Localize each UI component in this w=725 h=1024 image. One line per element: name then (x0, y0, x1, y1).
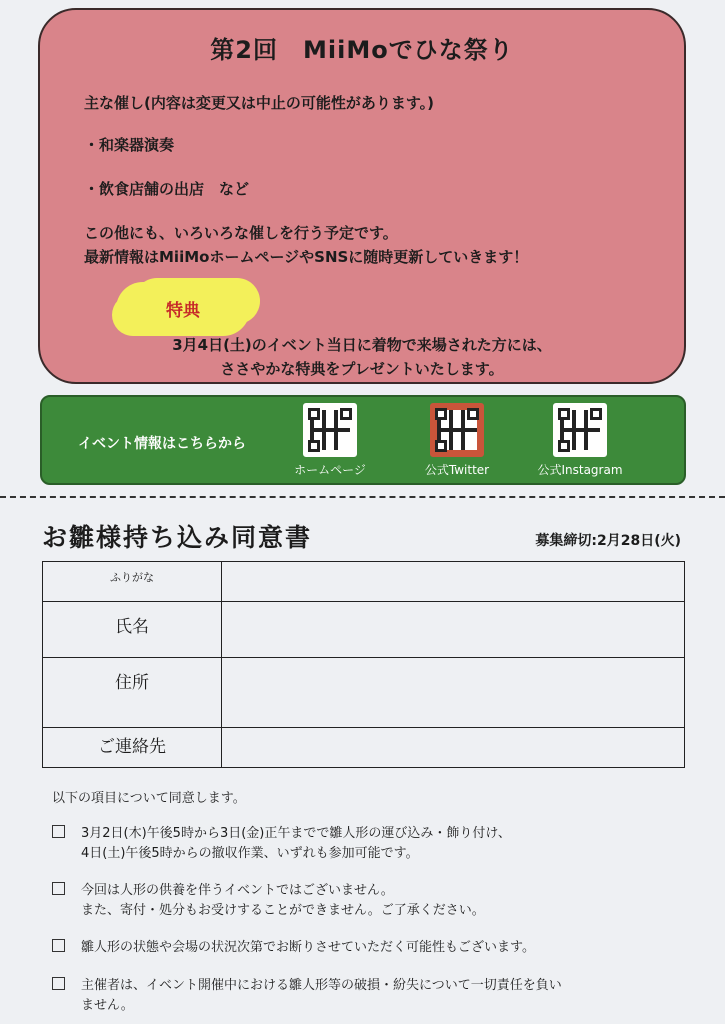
qr-label: 公式Twitter (424, 463, 490, 477)
qr-homepage[interactable] (270, 403, 390, 478)
agreement-item (52, 938, 535, 958)
info-bar-label: イベント情報はこちらから (78, 436, 246, 452)
latest-info-text: 最新情報はMiiMoホームページやSNSに随時更新していきます！ (84, 248, 529, 266)
agreement-checkbox[interactable] (52, 977, 65, 990)
event-item: ・和楽器演奏 (84, 136, 175, 154)
other-events-text: この他にも、いろいろな催しを行う予定です。 (84, 224, 398, 242)
qr-code-icon (553, 403, 607, 457)
agreement-text: 4日(土)午後5時からの撤収作業、いずれも参加可能です。 (81, 846, 419, 861)
deadline-text: 募集締切:2月28日(火) (535, 533, 681, 549)
cut-line-divider (0, 496, 725, 498)
event-info-bar (40, 395, 686, 485)
consent-form-table (42, 561, 685, 768)
agreement-text: また、寄付・処分もお受けすることができません。ご了承ください。 (81, 903, 485, 918)
agreement-item (52, 824, 511, 864)
bonus-text-line1: 3月4日(土)のイベント当日に着物で来場された方には、 (172, 336, 552, 354)
name-label: 氏名 (115, 617, 149, 637)
qr-code-icon (430, 403, 484, 457)
event-item: ・飲食店舗の出店 など (84, 180, 250, 198)
agreement-checkbox[interactable] (52, 882, 65, 895)
agreement-text: 主催者は、イベント開催中における雛人形等の破損・紛失について一切責任を負い (81, 978, 562, 993)
bonus-text-line2: ささやかな特典をプレゼントいたします。 (220, 360, 504, 378)
address-label: 住所 (115, 673, 149, 693)
event-title: 第2回 MiiMoでひな祭り (210, 36, 514, 64)
qr-twitter[interactable] (397, 403, 517, 478)
agreement-text: 今回は人形の供養を伴うイベントではございません。 (81, 883, 394, 898)
main-events-heading: 主な催し(内容は変更又は中止の可能性があります。) (84, 94, 435, 112)
agreement-text: 雛人形の状態や会場の状況次第でお断りさせていただく可能性もございます。 (81, 940, 535, 955)
agreement-intro: 以下の項目について同意します。 (52, 791, 246, 806)
agreement-checkbox[interactable] (52, 825, 65, 838)
contact-field[interactable] (222, 728, 685, 768)
furigana-label: ふりがな (110, 571, 154, 584)
furigana-field[interactable] (222, 562, 685, 602)
form-title: お雛様持ち込み同意書 (42, 523, 313, 552)
form-row-name (43, 602, 685, 658)
form-row-address (43, 658, 685, 728)
agreement-text: 3月2日(木)午後5時から3日(金)正午までで雛人形の運び込み・飾り付け、 (81, 826, 511, 841)
form-row-furigana (43, 562, 685, 602)
contact-label: ご連絡先 (98, 737, 166, 757)
bonus-label: 特典 (166, 301, 200, 321)
bonus-cloud-badge (116, 282, 250, 336)
qr-code-icon (303, 403, 357, 457)
agreement-text: ません。 (81, 998, 134, 1013)
event-info-box (38, 8, 686, 384)
address-field[interactable] (222, 658, 685, 728)
agreement-checkbox[interactable] (52, 939, 65, 952)
agreement-item (52, 881, 485, 921)
qr-label: ホームページ (294, 463, 366, 477)
agreement-item (52, 976, 562, 1016)
name-field[interactable] (222, 602, 685, 658)
form-row-contact (43, 728, 685, 768)
qr-label: 公式Instagram (537, 463, 623, 477)
qr-instagram[interactable] (520, 403, 640, 478)
